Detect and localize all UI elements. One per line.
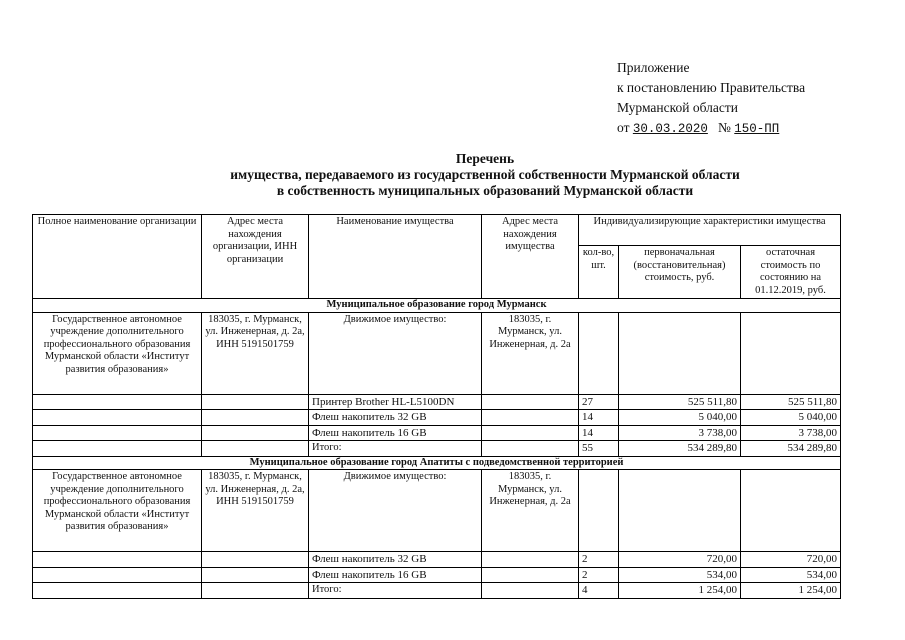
total-initial: 1 254,00 <box>619 583 741 599</box>
empty-cell <box>482 552 579 568</box>
date-prefix: от <box>617 120 630 135</box>
table-row <box>33 394 841 410</box>
property-address-cell: 183035, г. Мурманск, ул. Инженерная, д. 2а <box>482 470 579 552</box>
empty-cell <box>202 394 309 410</box>
empty-cell <box>579 312 619 394</box>
empty-cell <box>579 470 619 552</box>
empty-cell <box>33 410 202 426</box>
empty-cell <box>33 441 202 457</box>
empty-cell <box>482 441 579 457</box>
document-title <box>140 151 830 199</box>
item-name: Флеш накопитель 32 GB <box>309 552 482 568</box>
total-row <box>33 583 841 599</box>
item-residual: 3 738,00 <box>741 425 841 441</box>
item-qty: 14 <box>579 425 619 441</box>
item-name: Флеш накопитель 16 GB <box>309 567 482 583</box>
section-title: Муниципальное образование город Мурманск <box>33 299 841 313</box>
item-residual: 525 511,80 <box>741 394 841 410</box>
property-group-cell: Движимое имущество: <box>309 470 482 552</box>
property-group-cell: Движимое имущество: <box>309 312 482 394</box>
item-residual: 720,00 <box>741 552 841 568</box>
item-initial: 525 511,80 <box>619 394 741 410</box>
empty-cell <box>482 583 579 599</box>
empty-cell <box>482 567 579 583</box>
property-address-cell: 183035, г. Мурманск, ул. Инженерная, д. 2а <box>482 312 579 394</box>
appendix-line-3: Мурманской области <box>617 100 738 115</box>
org-address-cell: 183035, г. Мурманск, ул. Инженерная, д. 2а, ИНН 5191501759 <box>202 470 309 552</box>
item-initial: 720,00 <box>619 552 741 568</box>
empty-cell <box>202 552 309 568</box>
item-qty: 27 <box>579 394 619 410</box>
appendix-date-line <box>617 118 805 139</box>
header-property-address: Адрес места нахождения имущества <box>482 215 579 299</box>
total-residual: 534 289,80 <box>741 441 841 457</box>
empty-cell <box>33 583 202 599</box>
total-initial: 534 289,80 <box>619 441 741 457</box>
empty-cell <box>482 410 579 426</box>
empty-cell <box>741 470 841 552</box>
number-sign: № <box>718 120 731 135</box>
section-title: Муниципальное образование город Апатиты с подведомственной территорией <box>33 456 841 470</box>
header-residual-cost: остаточная стоимость по состоянию на 01.12.2019, руб. <box>741 246 841 299</box>
empty-cell <box>202 567 309 583</box>
empty-cell <box>33 567 202 583</box>
title-line-2: имущества, передаваемого из государственной собственности Мурманской области <box>230 167 740 182</box>
header-qty: кол-во, шт. <box>579 246 619 299</box>
appendix-line-1: Приложение <box>617 60 690 75</box>
item-qty: 14 <box>579 410 619 426</box>
empty-cell <box>202 425 309 441</box>
item-initial: 3 738,00 <box>619 425 741 441</box>
header-characteristics: Индивидуализирующие характеристики имущества <box>579 215 841 246</box>
item-name: Флеш накопитель 32 GB <box>309 410 482 426</box>
total-residual: 1 254,00 <box>741 583 841 599</box>
document-number: 150-ПП <box>734 122 780 136</box>
item-name: Флеш накопитель 16 GB <box>309 425 482 441</box>
header-property-name: Наименование имущества <box>309 215 482 299</box>
empty-cell <box>33 394 202 410</box>
property-table <box>32 214 841 599</box>
title-line-3: в собственность муниципальных образований Мурманской области <box>276 183 694 198</box>
org-address-cell: 183035, г. Мурманск, ул. Инженерная, д. 2а, ИНН 5191501759 <box>202 312 309 394</box>
item-name: Принтер Brother HL-L5100DN <box>309 394 482 410</box>
org-name-cell: Государственное автономное учреждение дополнительного профессионального образования Мурманской области «Институт развития образования» <box>33 312 202 394</box>
empty-cell <box>482 425 579 441</box>
total-qty: 55 <box>579 441 619 457</box>
total-row <box>33 441 841 457</box>
item-residual: 534,00 <box>741 567 841 583</box>
item-qty: 2 <box>579 552 619 568</box>
empty-cell <box>619 312 741 394</box>
header-initial-cost: первоначальная (восстановительная) стоимость, руб. <box>619 246 741 299</box>
document-date: 30.03.2020 <box>632 122 708 136</box>
header-org-name: Полное наименование организации <box>33 215 202 299</box>
empty-cell <box>33 552 202 568</box>
appendix-line-2: к постановлению Правительства <box>617 80 806 95</box>
header-org-address: Адрес места нахождения организации, ИНН организации <box>202 215 309 299</box>
item-qty: 2 <box>579 567 619 583</box>
empty-cell <box>33 425 202 441</box>
total-label: Итого: <box>309 441 482 457</box>
table-row <box>33 425 841 441</box>
item-residual: 5 040,00 <box>741 410 841 426</box>
item-initial: 5 040,00 <box>619 410 741 426</box>
title-line-1: Перечень <box>455 151 515 166</box>
table-row <box>33 410 841 426</box>
empty-cell <box>482 394 579 410</box>
empty-cell <box>202 410 309 426</box>
org-name-cell: Государственное автономное учреждение дополнительного профессионального образования Мурманской области «Институт развития образования» <box>33 470 202 552</box>
table-row <box>33 552 841 568</box>
empty-cell <box>619 470 741 552</box>
empty-cell <box>202 583 309 599</box>
empty-cell <box>202 441 309 457</box>
item-initial: 534,00 <box>619 567 741 583</box>
total-qty: 4 <box>579 583 619 599</box>
appendix-block <box>617 58 805 139</box>
empty-cell <box>741 312 841 394</box>
table-row <box>33 567 841 583</box>
total-label: Итого: <box>309 583 482 599</box>
